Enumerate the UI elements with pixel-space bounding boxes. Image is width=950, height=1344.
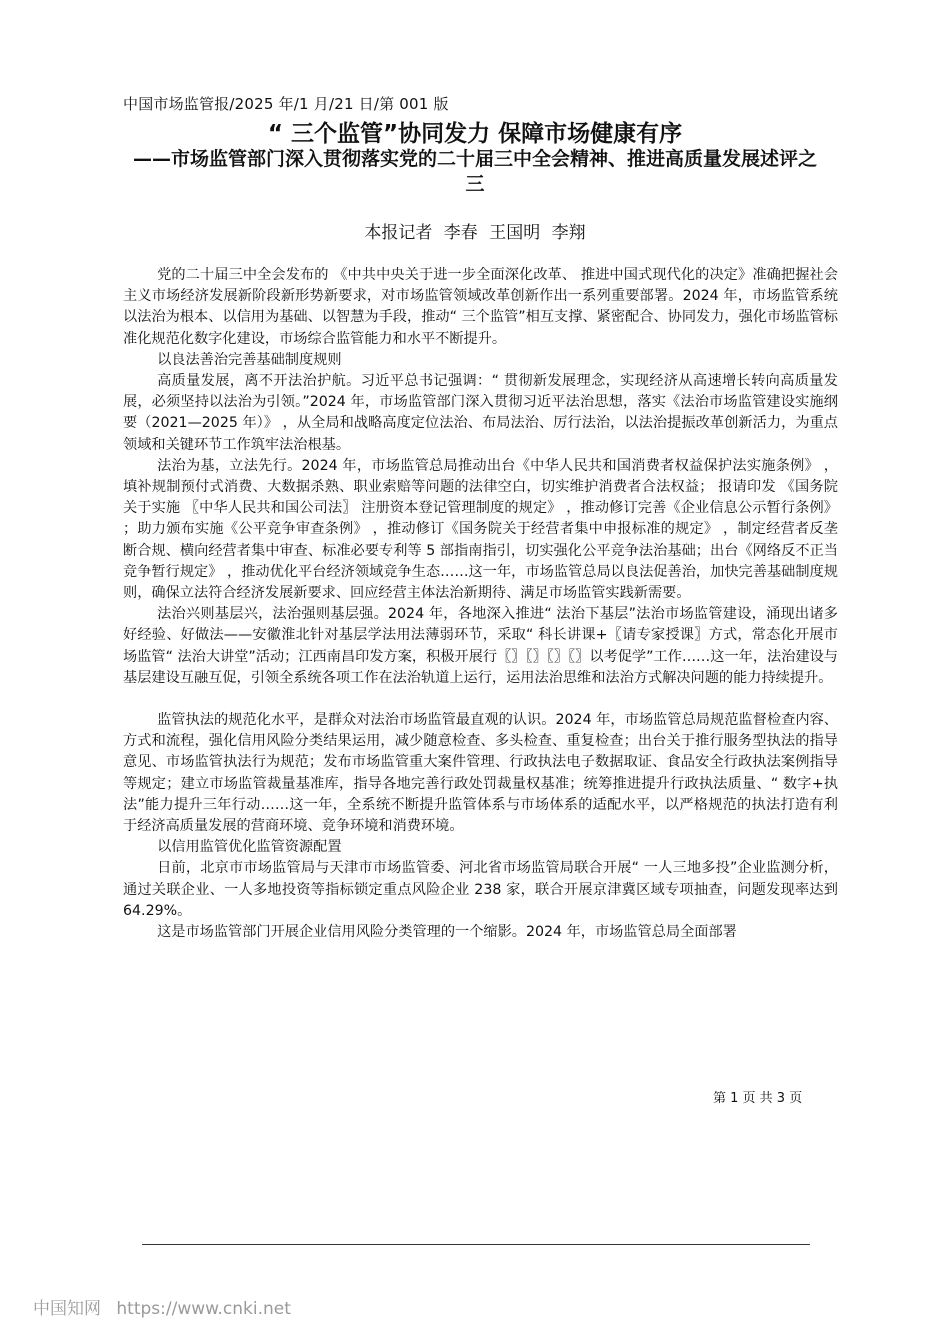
watermark-brand: 中国知网 [33,1299,101,1319]
article-title: “ 三个监管”协同发力 保障市场健康有序 [267,121,683,147]
page-number: 第 1 页 共 3 页 [713,1091,803,1106]
body-paragraph: 高质量发展，离不开法治护航。习近平总书记强调：“ 贯彻新发展理念，实现经济从高速增长转向高质量发展，必须坚持以法治为引领。”2024 年，市场监管部门深入贯彻习近平法治思想，落实《法治市场监管建设实施纲要（2021—2025 年）》 ，从全局和战略高度定位法治、布局法治、厉行法治，以法治提振改革创新活力，为重点领域和关键环节工作筑牢法治根基。 [123,373,838,453]
body-paragraph: 法治兴则基层兴，法治强则基层强。2024 年，各地深入推进“ 法治下基层”法治市场监管建设，涌现出诸多好经验、好做法——安徽淮北针对基层学法用法薄弱环节，采取“ 科长讲课+〖请专家授课〗方式，常态化开展市场监管“ 法治大讲堂”活动；江西南昌印发方案，积极开展行〖〗〖〗〖〗〖〗以考促学”工作……这一年，法治建设与基层建设互融互促，引领全系统各项工作在法治轨道上运行，运用法治思维和法治方式解决问题的能力持续提升。 [123,606,838,686]
body-paragraph: 这是市场监管部门开展企业信用风险分类管理的一个缩影。2024 年，市场监管总局全面部署 [157,924,737,941]
section-heading: 以信用监管优化监管资源配置 [157,839,342,856]
body-paragraph: 监管执法的规范化水平，是群众对法治市场监管最直观的认识。2024 年，市场监管总局规范监督检查内容、方式和流程，强化信用风险分类结果运用，减少随意检查、多头检查、重复检查；出台关于推行服务型执法的指导意见、市场监管执法行为规范；发布市场监管重大案件管理、行政执法电子数据取证、食品安全行政执法案例指导等规定；建立市场监管裁量基准库，指导各地完善行政处罚裁量权基准；统筹推进提升行政执法质量、“ 数字+执法”能力提升三年行动……这一年，全系统不断提升监管体系与市场体系的适配水平，以严格规范的执法打造有利于经济高质量发展的营商环境、竞争环境和消费环境。 [123,712,838,835]
body-paragraph: 法治为基，立法先行。2024 年，市场监管总局推动出台《中华人民共和国消费者权益保护法实施条例》 ，填补规制预付式消费、大数据杀熟、职业索赔等问题的法律空白，切实维护消费者合法权益； 报请印发 《国务院关于实施 〖中华人民共和国公司法〗 注册资本登记管理制度的规定》 ，推动修订完善《企业信息公示暂行条例》 ；助力颁布实施《公平竞争审查条例》 ，推动修订《国务院关于经营者集中申报标准的规定》 ，制定经营者反垄断合规、横向经营者集中审查、标准必要专利等 5 部指南指引，切实强化公平竞争法治基础；出台《网络反不正当竞争暂行规定》 ，推动优化平台经济领域竞争生态……这一年，市场监管总局以良法促善治，加快完善基础制度规则，确保立法符合经济发展新要求、回应经营主体法治新期待、满足市场监管实践新需要。 [123,457,838,602]
body-paragraph: 日前，北京市市场监管局与天津市市场监管委、河北省市场监管局联合开展“ 一人三地多投”企业监测分析，通过关联企业、一人多地投资等指标锁定重点风险企业 238 家，联合开展京津冀区域专项抽查，问题发现率达到 64.29%。 [123,860,838,919]
footer-divider [142,1244,810,1245]
watermark-url: https://www.cnki.net [116,1299,291,1319]
article-subtitle: ——市场监管部门深入贯彻落实党的二十届三中全会精神、推进高质量发展述评之三 [132,148,817,195]
article-source: 中国市场监管报/2025 年/1 月/21 日/第 001 版 [123,95,449,113]
section-heading: 以良法善治完善基础制度规则 [157,351,342,368]
article-authors: 本报记者 李春 王国明 李翔 [364,223,586,243]
body-paragraph: 党的二十届三中全会发布的 《中共中央关于进一步全面深化改革、 推进中国式现代化的决定》准确把握社会主义市场经济发展新阶段新形势新要求，对市场监管领域改革创新作出一系列重要部署。2024 年，市场监管系统以法治为根本、以信用为基础、以智慧为手段，推动“ 三个监管”相互支撑、紧密配合、协同发力，强化市场监管标准化规范化数字化建设，市场综合监管能力和水平不断提升。 [123,267,838,347]
article-body [123,265,838,943]
cnki-watermark [33,1294,301,1319]
